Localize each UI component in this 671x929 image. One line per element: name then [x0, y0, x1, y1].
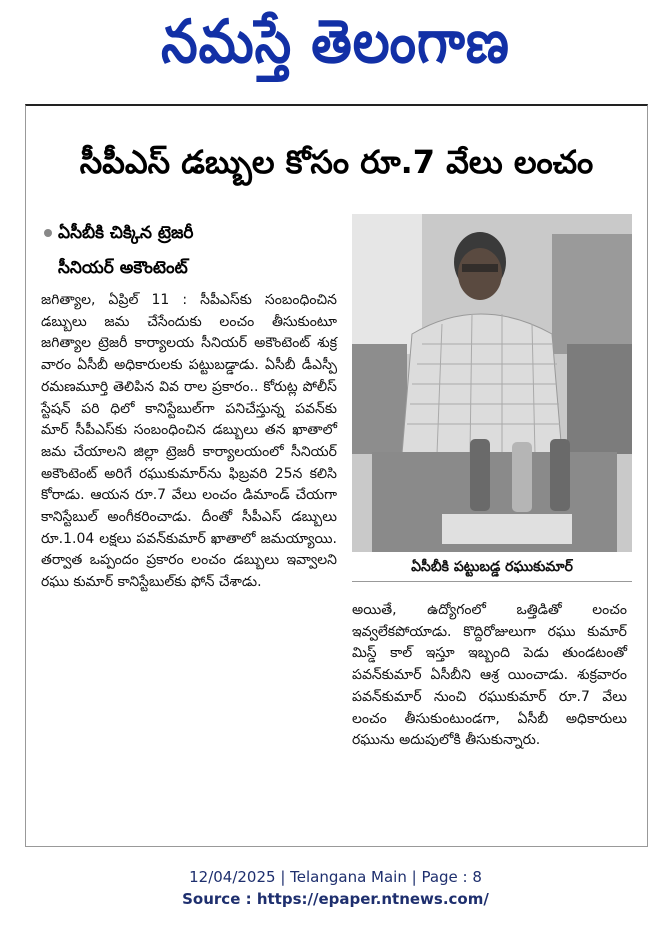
article-body-column-2: అయితే, ఉద్యోగంలో ఒత్తిడితో లంచం ఇవ్వలేకపోయాడు. కొద్దిరోజులుగా రఘు కుమార్ మిస్డ్ కాల్ ఇస్తూ ఇబ్బంది పెడు తుండటంతో పవన్‌కుమార్ ఏసీబీని ఆశ్ర యించాడు. శుక్రవారం పవన్‌కుమార్ నుంచి రఘుకుమార్ రూ.7 వేలు లంచం తీసుకుంటుండగా, ఏసీబీ అధికారులు రఘును అదుపులోకి తీసుకున్నారు. [352, 602, 627, 749]
photo-caption: ఏసీబీకి పట్టుబడ్డ రఘుకుమార్ [352, 553, 632, 582]
accused-photo [352, 214, 632, 552]
source-link[interactable]: Source : https://epaper.ntnews.com/ [182, 890, 489, 908]
bullet-icon [44, 229, 52, 237]
article [25, 104, 648, 847]
subhead-line-1: ఏసీబీకి చిక్కిన ట్రెజరీ [58, 223, 194, 243]
subhead-line-2: సీనియర్ అకౌంటెంట్ [58, 258, 188, 278]
photo-illustration [352, 214, 632, 552]
subheading [44, 216, 194, 286]
headline: సీపీఎస్ డబ్బుల కోసం రూ.7 వేలు లంచం [79, 143, 594, 181]
newspaper-logo: నమస్తే తెలంగాణ [161, 7, 510, 77]
article-body-column-1: జగిత్యాల, ఏప్రిల్ 11 : సీపీఎస్‌కు సంబంధించిన డబ్బులు జమ చేసేందుకు లంచం తీసుకుంటూ జగిత్యాల ట్రెజరీ కార్యాలయ సీనియర్ అకౌంటెంట్ శుక్ర వారం ఏసీబీ అధికారులకు పట్టుబడ్డాడు. ఏసీబీ డీఎస్పీ రమణమూర్తి తెలిపిన వివ రాల ప్రకారం.. కోరుట్ల పోలీస్ స్టేషన్ పరి ధిలో కానిస్టేబుల్‌గా పనిచేస్తున్న పవన్‌కు మార్ సీపీఎస్‌కు సంబంధించిన డబ్బులు తన ఖాతాలో జమ చేయాలని జిల్లా ట్రెజరీ కార్యాలయంలో సీనియర్ అకౌంటెంట్ అరిగే రఘుకుమార్‌ను ఫిబ్రవరి 25న కలిసి కోరాడు. ఆయన రూ.7 వేలు లంచం డిమాండ్ చేయగా కానిస్టేబుల్ అంగీకరించాడు. దీంతో సీపీఎస్ డబ్బులు రూ.1.04 లక్షలు పవన్‌కుమార్ ఖాతాలో జమయ్యాయి. తర్వాత ఒప్పందం ప్రకారం లంచం డబ్బులు ఇవ్వాలని రఘు కుమార్ కానిస్టేబుల్‌కు ఫోన్ చేశాడు. [41, 292, 337, 591]
edition-info: 12/04/2025 | Telangana Main | Page : 8 [189, 868, 482, 886]
page-footer [0, 866, 671, 910]
masthead [0, 0, 671, 100]
